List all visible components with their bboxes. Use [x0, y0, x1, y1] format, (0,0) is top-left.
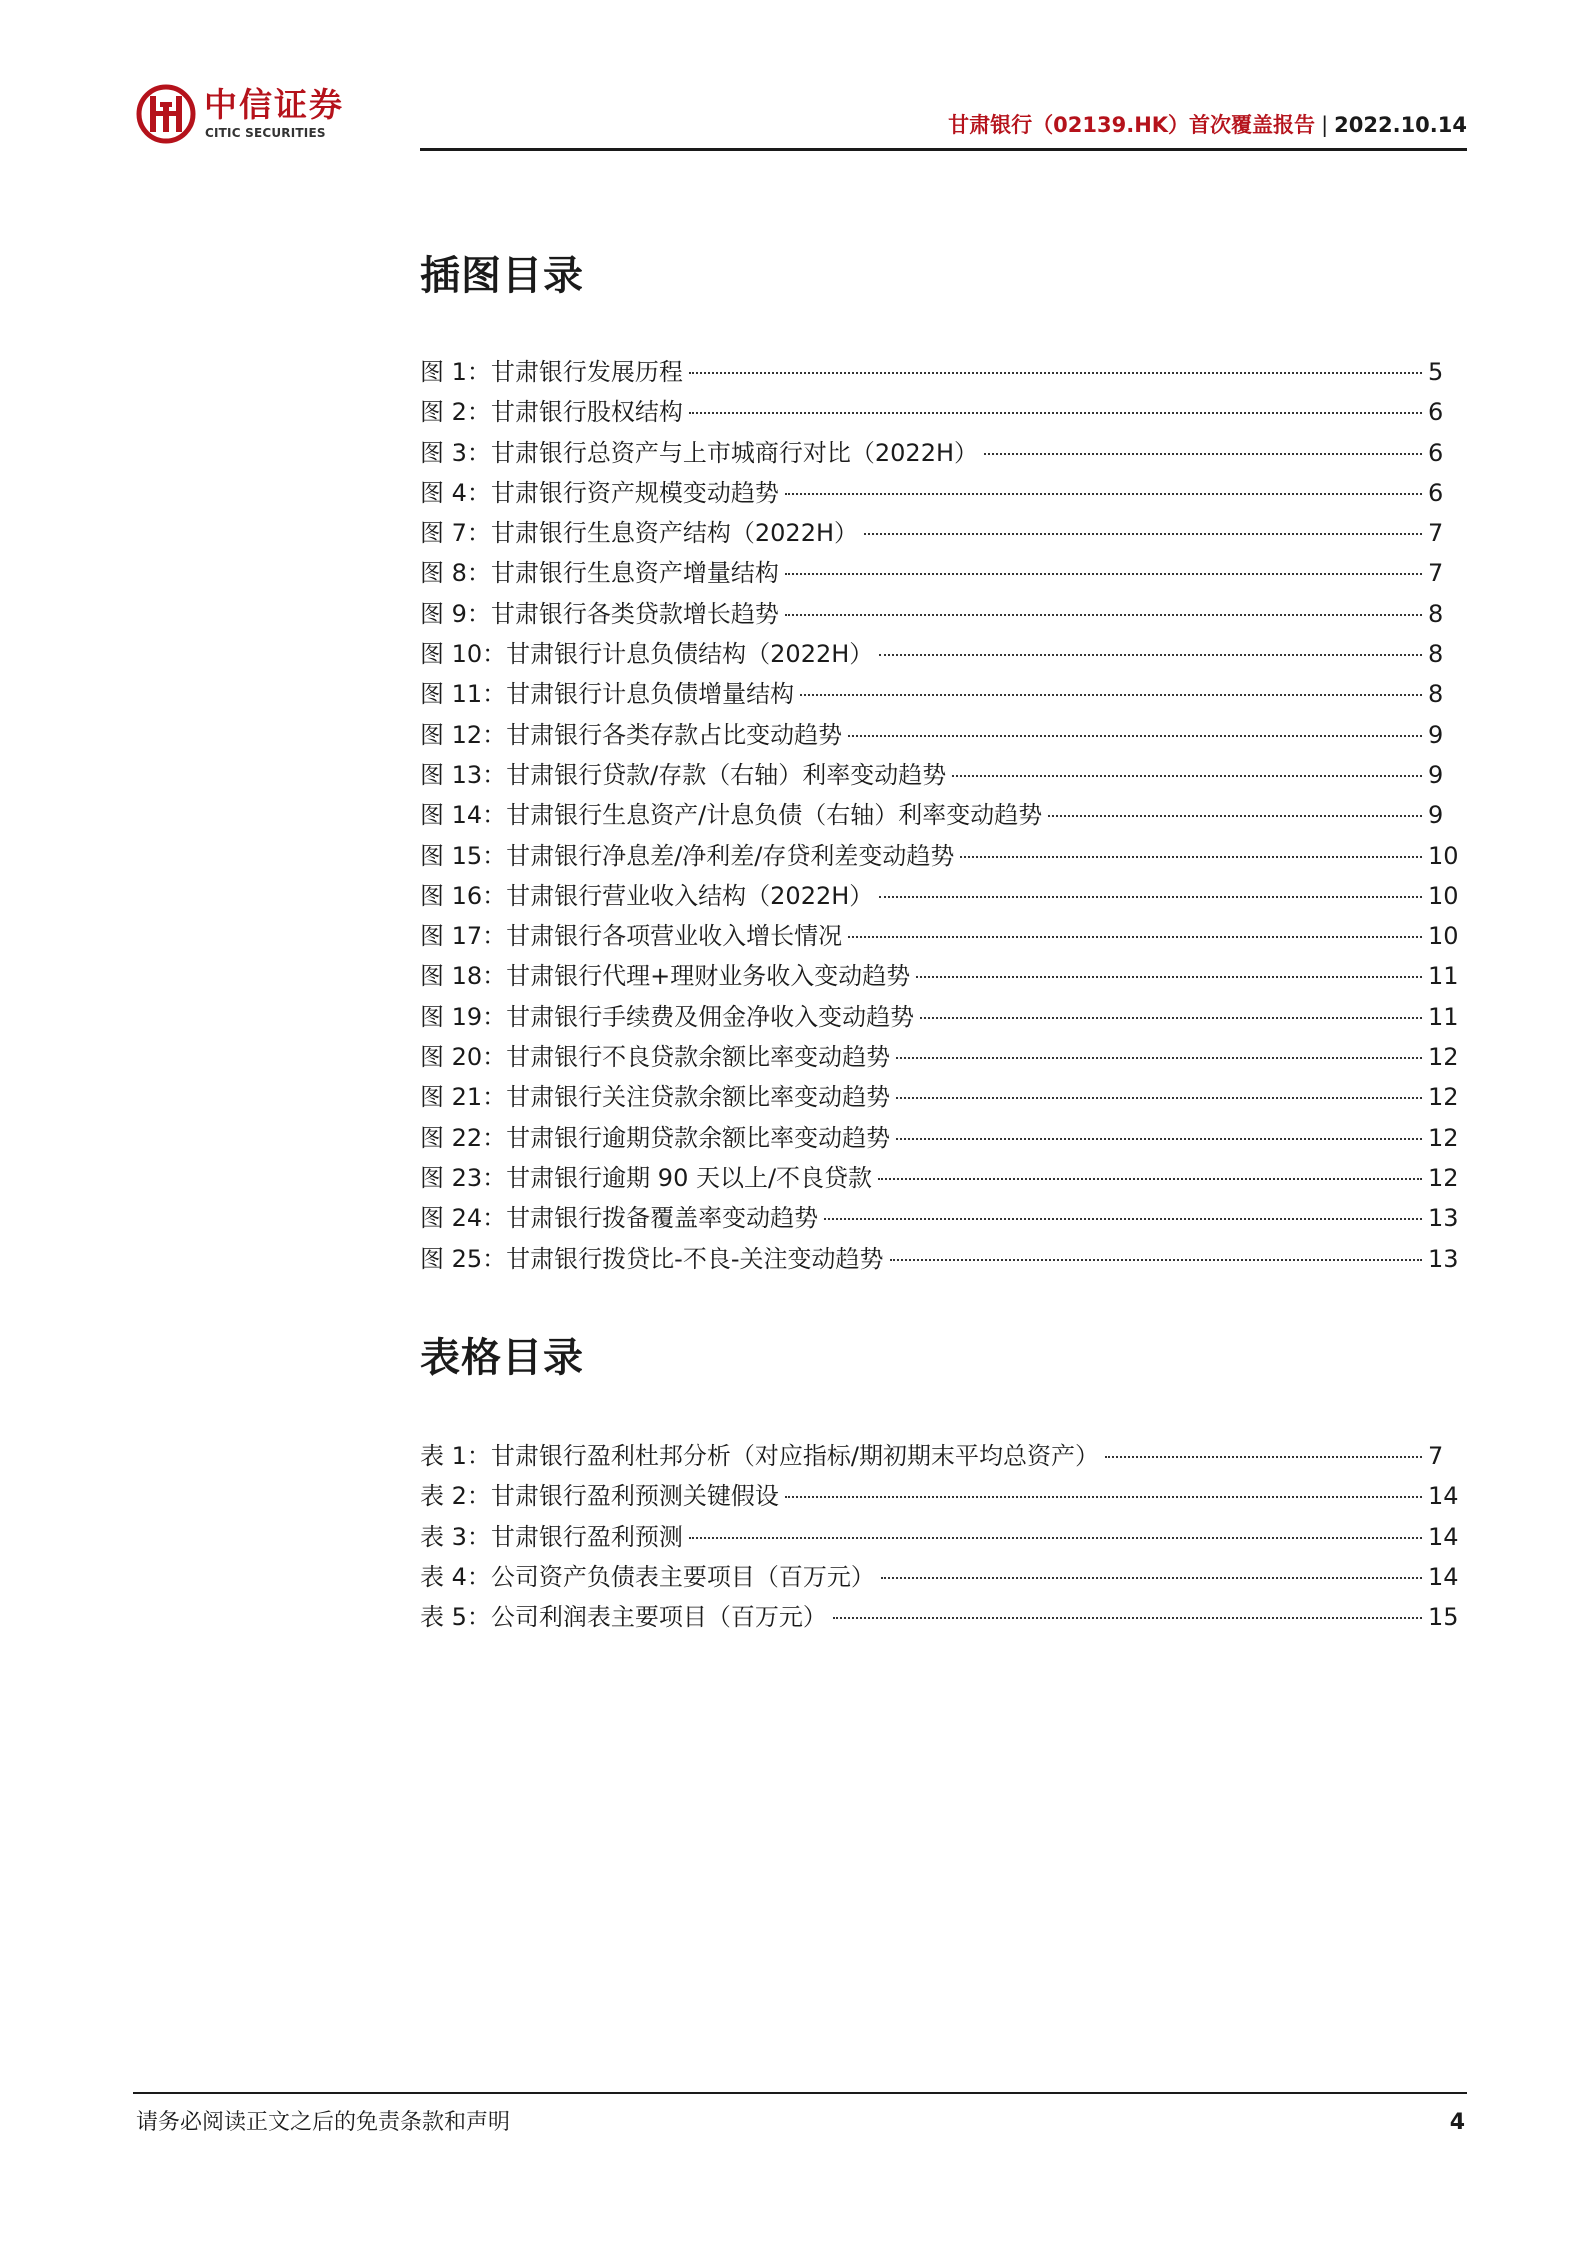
toc-leader-dots [689, 1537, 1422, 1539]
toc-leader-dots [960, 856, 1422, 858]
toc-page-number: 12 [1428, 1043, 1459, 1072]
toc-leader-dots [689, 372, 1422, 374]
footer-divider [133, 2092, 1467, 2094]
toc-entry[interactable] [420, 1517, 1459, 1557]
toc-entry[interactable] [420, 553, 1450, 593]
toc-leader-dots [1048, 815, 1422, 817]
toc-page-number: 11 [1428, 1002, 1459, 1031]
toc-leader-dots [848, 936, 1422, 938]
toc-leader-dots [879, 654, 1422, 656]
toc-leader-dots [920, 1017, 1422, 1019]
report-date: 2022.10.14 [1334, 113, 1467, 137]
toc-leader-dots [878, 1178, 1422, 1180]
toc-entry-title: 表 3：甘肃银行盈利预测 [420, 1522, 683, 1551]
toc-entry[interactable] [420, 352, 1450, 392]
toc-entry[interactable] [420, 1198, 1459, 1238]
toc-entry-title: 图 25：甘肃银行拨贷比-不良-关注变动趋势 [420, 1244, 884, 1273]
toc-page-number: 12 [1428, 1163, 1459, 1192]
toc-page-number: 12 [1428, 1123, 1459, 1152]
toc-leader-dots [984, 453, 1422, 455]
toc-leader-dots [881, 1577, 1422, 1579]
toc-entry-title: 图 20：甘肃银行不良贷款余额比率变动趋势 [420, 1043, 891, 1072]
toc-entry-title: 图 21：甘肃银行关注贷款余额比率变动趋势 [420, 1083, 891, 1112]
toc-leader-dots [896, 1097, 1422, 1099]
toc-page-number: 6 [1428, 438, 1444, 467]
toc-page-number: 13 [1428, 1204, 1459, 1233]
toc-page-number: 9 [1428, 801, 1444, 830]
toc-entry[interactable] [420, 1037, 1459, 1077]
toc-entry[interactable] [420, 433, 1450, 473]
toc-leader-dots [848, 735, 1422, 737]
toc-page-number: 14 [1428, 1482, 1459, 1511]
toc-entry-title: 图 24：甘肃银行拨备覆盖率变动趋势 [420, 1204, 819, 1233]
toc-entry[interactable] [420, 876, 1459, 916]
toc-leader-dots [879, 896, 1422, 898]
toc-leader-dots [800, 694, 1422, 696]
toc-entry[interactable] [420, 916, 1459, 956]
toc-entry[interactable] [420, 715, 1450, 755]
toc-leader-dots [785, 1496, 1422, 1498]
toc-entry[interactable] [420, 594, 1450, 634]
toc-leader-dots [785, 493, 1422, 495]
toc-page-number: 13 [1428, 1244, 1459, 1273]
toc-page-number: 12 [1428, 1083, 1459, 1112]
tables-index-title: 表格目录 [420, 1335, 584, 1381]
toc-entry[interactable] [420, 392, 1450, 432]
toc-leader-dots [833, 1617, 1422, 1619]
toc-leader-dots [689, 412, 1422, 414]
page-number: 4 [1449, 2110, 1465, 2135]
toc-entry[interactable] [420, 1239, 1459, 1279]
disclaimer-text: 请务必阅读正文之后的免责条款和声明 [136, 2110, 511, 2135]
toc-page-number: 7 [1428, 1442, 1444, 1470]
toc-page-number: 6 [1428, 478, 1444, 507]
toc-entry[interactable] [420, 836, 1459, 876]
toc-entry-title: 图 18：甘肃银行代理+理财业务收入变动趋势 [420, 962, 911, 991]
toc-entry[interactable] [420, 1077, 1459, 1117]
toc-entry-title: 图 8：甘肃银行生息资产增量结构 [420, 559, 779, 588]
logo-english-name: CITIC SECURITIES [205, 126, 326, 140]
toc-entry-title: 图 3：甘肃银行总资产与上市城商行对比（2022H） [420, 438, 979, 467]
toc-entry-title: 表 1：甘肃银行盈利杜邦分析（对应指标/期初期末平均总资产） [420, 1442, 1099, 1470]
toc-entry-title: 图 12：甘肃银行各类存款占比变动趋势 [420, 720, 843, 749]
toc-page-number: 10 [1428, 922, 1459, 951]
toc-leader-dots [890, 1259, 1423, 1261]
toc-page-number: 7 [1428, 559, 1444, 588]
toc-entry[interactable] [420, 1557, 1459, 1597]
toc-entry[interactable] [420, 1118, 1459, 1158]
toc-entry-title: 图 2：甘肃银行股权结构 [420, 398, 683, 427]
toc-leader-dots [824, 1218, 1422, 1220]
toc-entry-title: 表 2：甘肃银行盈利预测关键假设 [420, 1482, 779, 1511]
toc-entry[interactable] [420, 473, 1450, 513]
toc-page-number: 9 [1428, 720, 1444, 749]
toc-page-number: 8 [1428, 640, 1444, 669]
toc-entry[interactable] [420, 674, 1450, 714]
toc-entry-title: 表 4：公司资产负债表主要项目（百万元） [420, 1562, 875, 1591]
toc-entry-title: 图 7：甘肃银行生息资产结构（2022H） [420, 519, 859, 548]
toc-entry[interactable] [420, 1158, 1459, 1198]
figures-list [420, 352, 1459, 1279]
citic-logo-icon [136, 84, 196, 144]
toc-leader-dots [785, 573, 1422, 575]
toc-page-number: 14 [1428, 1562, 1459, 1591]
toc-leader-dots [1105, 1456, 1422, 1458]
report-title: 甘肃银行（02139.HK）首次覆盖报告 [948, 113, 1316, 137]
toc-leader-dots [916, 976, 1422, 978]
toc-page-number: 10 [1428, 881, 1459, 910]
toc-entry-title: 图 16：甘肃银行营业收入结构（2022H） [420, 881, 874, 910]
tables-list [420, 1436, 1459, 1637]
toc-entry-title: 图 10：甘肃银行计息负债结构（2022H） [420, 640, 874, 669]
toc-entry-title: 图 4：甘肃银行资产规模变动趋势 [420, 478, 779, 507]
toc-entry[interactable] [420, 755, 1450, 795]
toc-entry[interactable] [420, 795, 1450, 835]
toc-page-number: 8 [1428, 599, 1444, 628]
toc-page-number: 8 [1428, 680, 1444, 709]
toc-page-number: 11 [1428, 962, 1459, 991]
tables-index [420, 1330, 1459, 1637]
toc-leader-dots [785, 614, 1422, 616]
toc-entry-title: 图 1：甘肃银行发展历程 [420, 358, 683, 386]
toc-entry-title: 图 14：甘肃银行生息资产/计息负债（右轴）利率变动趋势 [420, 801, 1043, 830]
toc-entry-title: 图 22：甘肃银行逾期贷款余额比率变动趋势 [420, 1123, 891, 1152]
toc-entry[interactable] [420, 1597, 1459, 1637]
toc-page-number: 6 [1428, 398, 1444, 427]
toc-entry-title: 图 19：甘肃银行手续费及佣金净收入变动趋势 [420, 1002, 915, 1031]
figures-index [420, 248, 1459, 1279]
toc-leader-dots [864, 533, 1422, 535]
toc-entry-title: 图 23：甘肃银行逾期 90 天以上/不良贷款 [420, 1163, 873, 1192]
header-separator: | [1321, 113, 1329, 137]
citic-logo [136, 84, 376, 144]
toc-page-number: 10 [1428, 841, 1459, 870]
toc-entry[interactable] [420, 513, 1450, 553]
logo-chinese-name: 中信证券 [204, 85, 344, 124]
toc-entry[interactable] [420, 997, 1459, 1037]
toc-page-number: 14 [1428, 1522, 1459, 1551]
toc-entry[interactable] [420, 1436, 1450, 1476]
toc-entry-title: 图 15：甘肃银行净息差/净利差/存贷利差变动趋势 [420, 841, 955, 870]
toc-entry[interactable] [420, 1476, 1459, 1516]
toc-page-number: 7 [1428, 519, 1444, 548]
toc-leader-dots [896, 1138, 1422, 1140]
report-header [948, 112, 1467, 138]
header-divider [420, 148, 1467, 151]
toc-page-number: 5 [1428, 358, 1444, 386]
toc-entry[interactable] [420, 634, 1450, 674]
toc-entry-title: 表 5：公司利润表主要项目（百万元） [420, 1603, 827, 1632]
toc-leader-dots [952, 775, 1422, 777]
toc-page-number: 9 [1428, 760, 1444, 789]
toc-entry-title: 图 11：甘肃银行计息负债增量结构 [420, 680, 795, 709]
toc-page-number: 15 [1428, 1603, 1459, 1632]
toc-entry-title: 图 13：甘肃银行贷款/存款（右轴）利率变动趋势 [420, 760, 947, 789]
toc-entry[interactable] [420, 956, 1459, 996]
toc-leader-dots [896, 1057, 1422, 1059]
figures-index-title: 插图目录 [420, 253, 584, 299]
toc-entry-title: 图 17：甘肃银行各项营业收入增长情况 [420, 922, 843, 951]
toc-entry-title: 图 9：甘肃银行各类贷款增长趋势 [420, 599, 779, 628]
